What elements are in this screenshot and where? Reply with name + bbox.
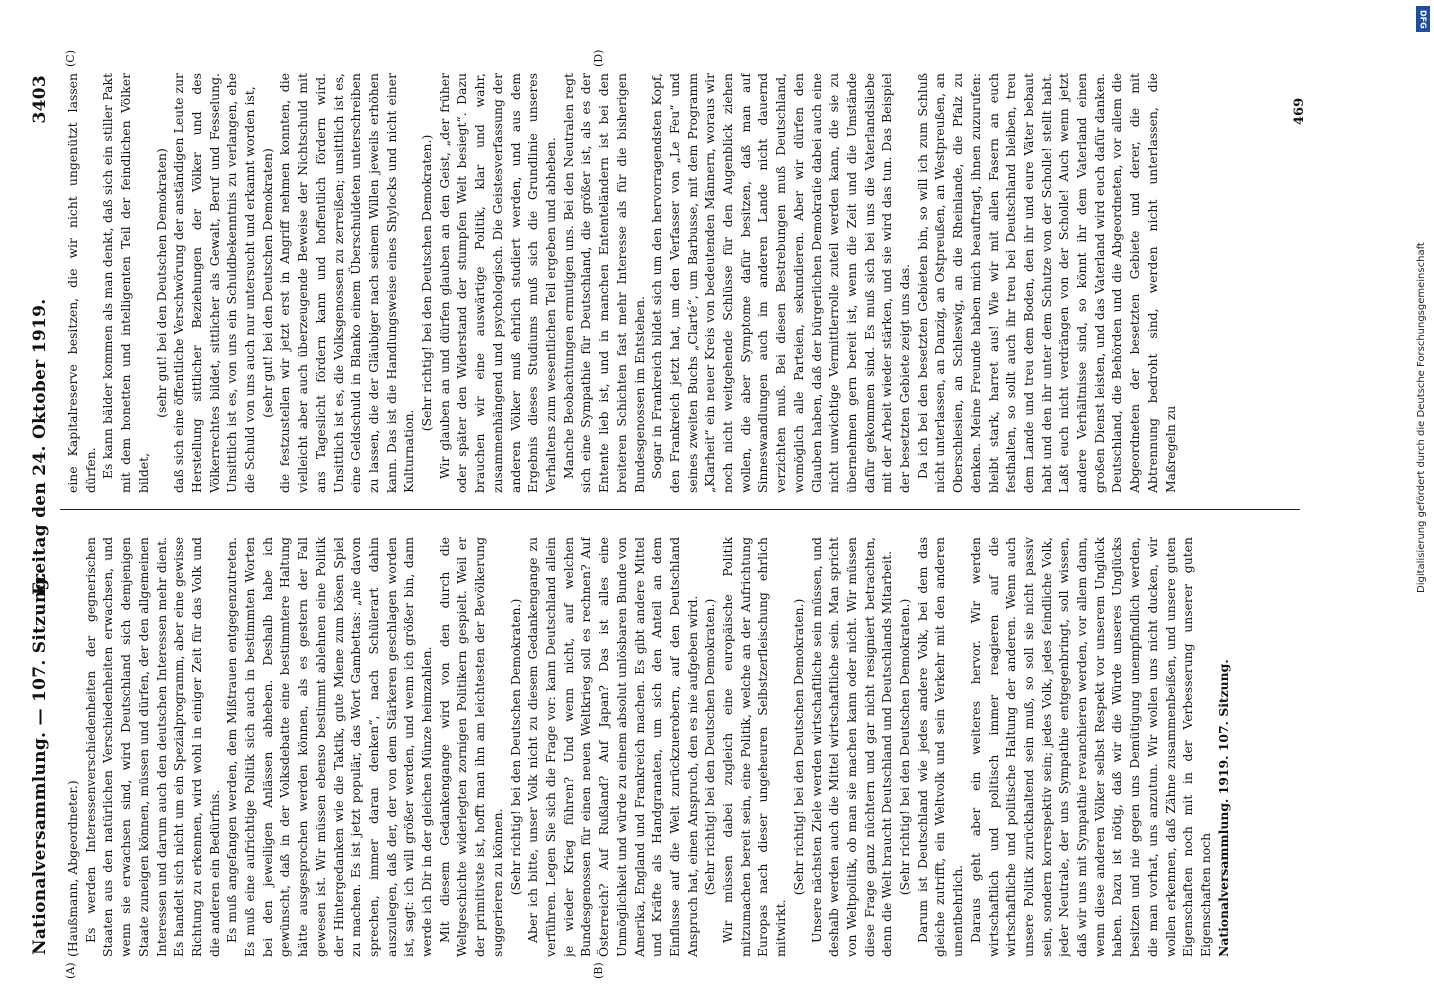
- interjection: (Sehr richtig! bei den Deutschen Demokraten.): [897, 598, 913, 896]
- paragraph: Aber ich bitte, unser Volk nicht zu diesem Gedankengange zu verführen. Legen Sie sich die Frage vor: kann Deutschland allein je wieder Krieg führen? Und wenn nicht, auf welchen Bundesgenossen für einen neuen Weltkrieg soll es rechnen? Auf Österreich? Auf Rußland? Auf Japan? Das ist alles eine Unmöglichkeit und würde zu einem absolut unlösbaren Bunde von Amerika, England und Frankreich machen. Es gibt andere Mittel und Kräfte als Handgranaten, um sich den Anteil an dem Einflusse auf die Welt zurückzuerobern, auf den Deutschland Anspruch hat, einen Anspruch, den es nie aufgeben wird.: [525, 537, 700, 957]
- paragraph: Da ich bei den besetzten Gebieten bin, so will ich zum Schluß nicht unterlassen, an Danzig, an Ostpreußen, an Westpreußen, an Oberschlesien, an Schleswig, an die Rheinlande, die Pfalz zu denken. Meine Freunde haben mich beauftragt, ihnen zuzurufen: bleibt stark, harret aus! Wie wir mit allen Fasern an euch festhalten, so sollt auch ihr treu bei Deutschland bleiben, treu dem Lande und treu dem Boden, den ihr und eure Väter bebaut habt und den ihr unter dem Schutze von der Scholle! stellt habt. Laßt euch nicht verdrängen von der Scholle! Auch wenn jetzt andere Verhältnisse sind, so könnt ihr dem Vaterland einen großen Dienst leisten, und das Vaterland wird euch dafür danken. Deutschland, die Behörden und die Abgeordneten, vor allem die Abgeordneten der besetzten Gebiete und derer, die mit Abtrennung bedroht sind, werden nicht unterlassen, die Maßregeln zu: [914, 73, 1178, 493]
- interjection: (Sehr richtig! bei den Deutschen Demokraten.): [790, 598, 806, 896]
- interjection: (sehr gut! bei den Deutschen Demokraten): [259, 148, 275, 418]
- page-header: [30, 75, 60, 955]
- paragraph: Sogar in Frankreich bildet sich um den hervorragendsten Kopf, den Frankreich jetzt hat, um den Verfasser von „Le Feu“ und seines zweiten Buchs „Clarté“, um Barbusse, mit dem Programm „Klarheit“ ein neuer Kreis von bedeutenden Männern, woraus wir noch nicht weitgehende Schlüsse für den Augenblick ziehen wollen, die aber Symptome dafür besitzen, daß man auf Sinneswandlungen auch im anderen Lande nicht dauernd verzichten muß. Bei diesen Bestrebungen muß Deutschland, womöglich alle Parteien, sekundieren. Aber wir dürfen den Glauben haben, daß der bürgerlichen Demokratie dabei auch eine nicht unwichtige Vermittlerrolle zuteil werden kann, die sie zu übernehmen gern bereit ist, wenn die Zeit und die Umstände dafür gekommen sind. Es muß sich bei uns die Vaterlandsliebe mit der Arbeit wieder stärken, und sie wird das tun. Das Beispiel der besetzten Gebiete zeigt uns das.: [649, 73, 913, 493]
- paragraph: Es muß angefangen werden, dem Mißtrauen entgegenzutreten. Es muß eine aufrichtige Politik sich auch in bestimmten Worten bei den jeweiligen Anlässen abheben. Deshalb habe ich gewünscht, daß in der Volksdebatte eine bestimmtere Haltung hätte ausgesprochen werden können, als es gestern der Fall gewesen ist. Wir müssen ebenso bestimmt ablehnen eine Politik der Hintergedanken wie die Taktik, gute Miene zum bösen Spiel zu machen. Es ist jetzt populär, das Wort Gambettas: „nie davon sprechen, immer daran denken“, nach Schülerart dahin auszulegen, daß der, der von dem Stärkeren geschlagen worden ist, sagt: ich will größer werden, und wenn ich größer bin, dann werde ich Dir in der gleichen Münze heimzahlen.: [224, 537, 435, 957]
- margin-marker-c: (C): [64, 50, 77, 67]
- header-date: Freitag den 24. Oktober 1919.: [30, 298, 50, 595]
- digitization-credit: [1414, 8, 1432, 988]
- paragraph: Wir müssen dabei zugleich eine europäische Politik mitzumachen bereit sein, eine Politik, welche an der Aufrichtung Europas nach dieser ungeheuren Selbstzerfleischung ehrlich mitwirkt.: [720, 537, 789, 957]
- column-divider: [60, 509, 1300, 510]
- column-footer: Nationalversammlung. 1919. 107. Sitzung.: [1215, 659, 1231, 957]
- paragraph: Unsere nächsten Ziele werden wirtschaftliche sein müssen, und deshalb werden auch die Mittel wirtschaftliche sein. Man spricht von Weltpolitik, ob man sie machen kann oder nicht. Wir müssen diese Frage ganz nüchtern und gar nicht resigniert betrachten, denn die Welt braucht Deutschland und Deutschlands Mitarbeit.: [808, 537, 895, 957]
- credit-text: Digitalisierung gefördert durch die Deutsche Forschungsgemeinschaft: [1416, 242, 1427, 593]
- paragraph: daß sich eine öffentliche Verschwörung der anständigen Leute zur Herstellung sittlicher Beziehungen der Völker und des Völkerrechtes bildet, sittlicher als Gewalt, Beruf und Fesselung. Unsittlich ist es, von uns ein Schuldbekenntnis zu verlangen, ehe die Schuld von uns auch nur untersucht und erkannt worden ist,: [171, 73, 258, 493]
- text-column-right: [64, 73, 1314, 493]
- paragraph: Daraus geht aber ein weiteres hervor. Wir werden wirtschaftlich und politisch immer reagieren auf die wirtschaftliche und politische Haltung der anderen. Wenn auch unsere Politik zurückhaltend sein muß, so soll sie nicht passiv sein, sondern korrespektiv sein; jedes Volk, jedes feindliche Volk, jeder Neutrale, der uns Sympathie entgegenbringt, soll wissen, daß wir uns mit Sympathie revanchieren werden, vor allem dann, wenn diese anderen Völker selbst Respekt vor unserem Unglück haben. Dazu ist nötig, daß wir die Würde unseres Unglücks besitzen und nie gegen uns Demütigung unempfindlich werden, die man vorhat, uns anzutun. Wir wollen uns nicht ducken, wir wollen erkennen, daß Zähne zusammenbeißen, und unsere guten Eigenschaften noch mit in der Verbesserung unserer guten Eigenschaften noch: [967, 537, 1213, 957]
- bottom-page-number: 469: [1292, 97, 1307, 125]
- rotated-newspaper-page: [0, 45, 1322, 985]
- paragraph: Es kann bälder kommen als man denkt, daß sich ein stiller Pakt mit dem honetten und intelligenten Teil der feindlichen Völker bildet,: [100, 73, 151, 493]
- interjection: (Sehr richtig! bei den Deutschen Demokraten.): [419, 134, 435, 432]
- margin-marker-d: (D): [592, 49, 605, 67]
- interjection: (sehr gut! bei den Deutschen Demokraten): [153, 148, 169, 418]
- speaker-line: (Haußmann, Abgeordneter.): [65, 780, 80, 957]
- paragraph: Mit diesem Gedankengange wird von den durch die Weltgeschichte widerlegten zornigen Politikern gespielt. Weil er der primitivste ist, hofft man ihn am leichtesten der Bevölkerung suggerieren zu können.: [436, 537, 505, 957]
- paragraph: die festzustellen wir jetzt erst in Angriff nehmen konnten, die vielleicht aber auch überzeugende Beweise der Nichtschuld mit ans Tageslicht fördern kann und hoffentlich fördern wird. Unsittlich ist es, die Volksgenossen zu zerreißen; unsittlich ist es, eine Geldschuld in Blanko einem Überschuldeten unterschreiben zu lassen, die der Gläubiger nach seinem Willen jeweils erhöhen kann. Das ist die Handlungsweise eines Shylocks und nicht einer Kulturnation.: [277, 73, 417, 493]
- text-column-left: [64, 537, 1314, 957]
- paragraph: Wir glauben an und dürfen glauben an den Geist, „der früher oder später den Widerstand der stumpfen Welt besiegt“. Dazu brauchen wir eine auswärtige Politik, klar und wahr, zusammenhängend und psychologisch. Die Geistesverfassung der anderen Völker muß ehrlich studiert werden, und aus dem Ergebnis dieses Studiums muß sich die Grundlinie unseres Verhaltens zum wesentlichen Teil ergeben und abheben.: [436, 73, 558, 493]
- dfg-logo-icon: DFG: [1416, 6, 1430, 32]
- margin-marker-a: (A): [64, 962, 77, 979]
- header-page-number: 3403: [30, 75, 50, 124]
- paragraph: eine Kapitalreserve besitzen, die wir nicht ungenützt lassen dürfen.: [65, 73, 98, 493]
- header-session: Nationalversammlung. — 107. Sitzung.: [30, 572, 50, 955]
- paragraph: Manche Beobachtungen ermutigen uns. Bei den Neutralen regt sich eine Sympathie für Deutschland, die größer ist, als es der Entente lieb ist, und in manchen Ententeländern ist bei den breiteren Schichten fast mehr Interesse als für die bisherigen Bundesgenossen im Entstehen.: [560, 73, 647, 493]
- margin-marker-b: (B): [592, 962, 605, 979]
- interjection: (Sehr richtig! bei den Deutschen Demokraten.): [702, 598, 718, 896]
- interjection: (Sehr richtig! bei den Deutschen Demokraten.): [507, 598, 523, 896]
- paragraph: Darum ist Deutschland wie jedes andere Volk, bei dem das gleiche zutrifft, ein Weltvolk und sein Verkehr mit den anderen unentbehrlich.: [914, 537, 966, 957]
- paragraph: Es werden Interessenverschiedenheiten der gegnerischen Staaten aus den natürlichen Verschiedenheiten erwachsen, und wenn sie erwachsen sind, wird Deutschland sich demjenigen Staate zuneigen können, müssen und dürfen, der den allgemeinen Interessen und darum auch den deutschen Interessen mehr dient. Es handelt sich nicht um ein Spezialprogramm, aber eine gewisse Richtung zu erkennen, wird wohl in einiger Zeit für das Volk und die anderen ein Bedürfnis.: [82, 537, 222, 957]
